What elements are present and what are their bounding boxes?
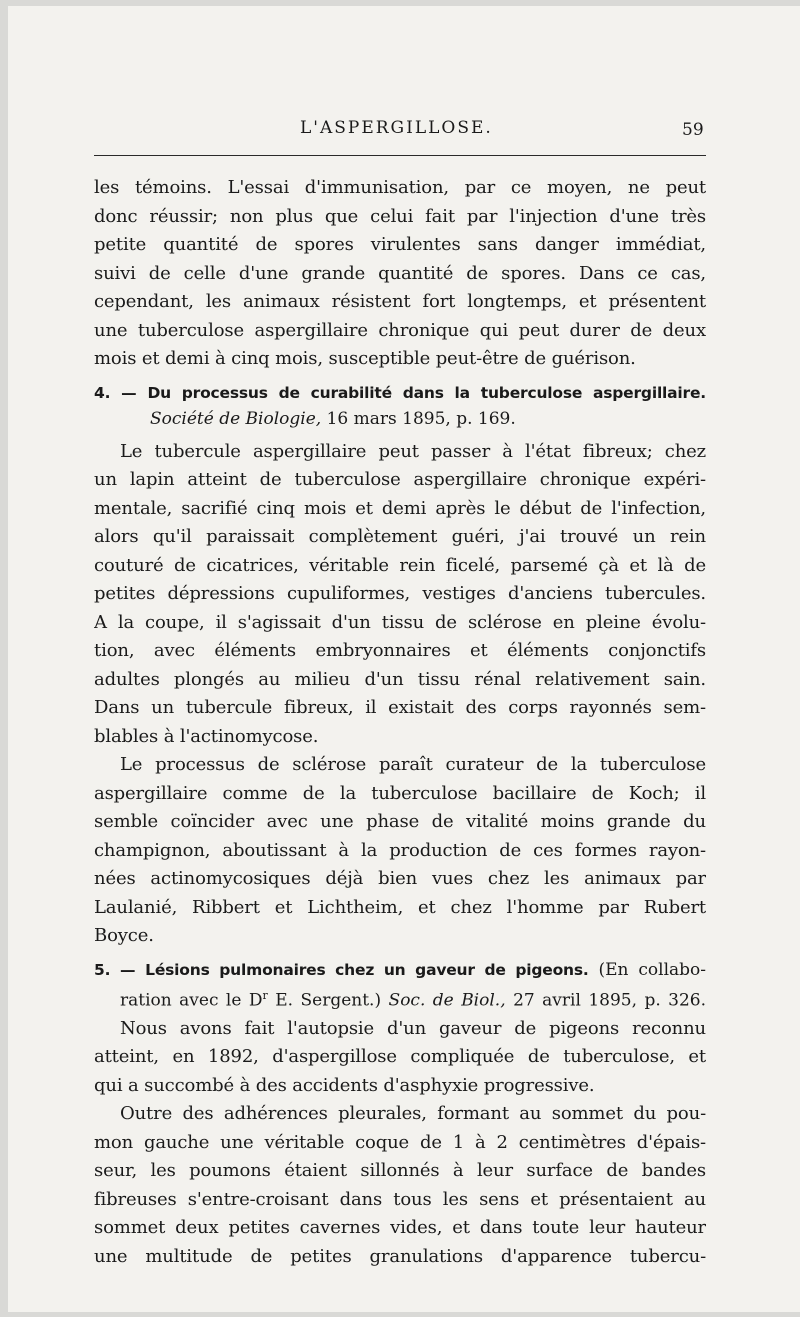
text-line: alors qu'il paraissait complètement guéri, j'ai trouvé un rein — [94, 526, 706, 547]
text-line: petites dépressions cupuliformes, vestiges d'anciens tubercules. — [94, 583, 706, 604]
running-title: L'ASPERGILLOSE. — [300, 118, 493, 138]
text-line: mon gauche une véritable coque de 1 à 2 centimètres d'épais- — [94, 1131, 706, 1153]
section-title: Lésions pulmonaires chez un gaveur de pigeons. — [145, 960, 589, 979]
reference-details: 16 mars 1895, p. 169. — [326, 408, 516, 429]
text-line: semble coïncider avec une phase de vitalité moins grande du — [94, 811, 706, 832]
text-line: Laulanié, Ribbert et Lichtheim, et chez l'homme par Rubert — [94, 896, 706, 918]
text-line: les témoins. L'essai d'immunisation, par ce moyen, ne peut — [94, 177, 706, 198]
text-line: une tuberculose aspergillaire chronique qui peut durer de deux — [94, 319, 706, 341]
running-head — [8, 114, 800, 144]
section-4-heading — [94, 380, 706, 432]
text-line: qui a succombé à des accidents d'asphyxie progressive. — [94, 1074, 595, 1096]
section-reference — [94, 983, 706, 1009]
text-line: sommet deux petites cavernes vides, et dans toute leur hauteur — [94, 1217, 706, 1238]
text-line: suivi de celle d'une grande quantité de spores. Dans ce cas, — [94, 262, 706, 284]
reference-prefix: ration avec le D — [120, 990, 263, 1011]
text-line: donc réussir; non plus que celui fait par l'injection d'une très — [94, 205, 706, 227]
text-line: adultes plongés au milieu d'un tissu rénal relativement sain. — [94, 668, 706, 690]
text-line: nées actinomycosiques déjà bien vues chez les animaux par — [94, 868, 706, 889]
section-number: 4. — — [94, 383, 137, 402]
text-line: mois et demi à cinq mois, susceptible peut-être de guérison. — [94, 348, 636, 369]
section-heading-line — [94, 957, 706, 983]
text-line: une multitude de petites granulations d'apparence tubercu- — [94, 1245, 706, 1267]
reference-superscript: r — [262, 988, 268, 1002]
header-rule — [94, 155, 706, 156]
section-5-paragraph — [94, 1015, 706, 1101]
text-line: aspergillaire comme de la tuberculose bacillaire de Koch; il — [94, 782, 706, 804]
text-line: atteint, en 1892, d'aspergillose compliquée de tuberculose, et — [94, 1046, 706, 1067]
text-line: Nous avons fait l'autopsie d'un gaveur de pigeons reconnu — [120, 1017, 706, 1039]
text-line: fibreuses s'entre-croisant dans tous les sens et présentaient au — [94, 1188, 706, 1210]
text-line: Boyce. — [94, 925, 154, 946]
section-4-paragraph — [94, 438, 706, 752]
section-title-tail: (En collabo- — [598, 959, 707, 980]
text-line: un lapin atteint de tuberculose aspergillaire chronique expéri- — [94, 469, 706, 490]
text-line: petite quantité de spores virulentes sans danger immédiat, — [94, 234, 706, 255]
page-body — [94, 174, 706, 1271]
text-line: Le processus de sclérose paraît curateur de la tuberculose — [120, 754, 706, 775]
paragraph-continuation — [94, 174, 706, 374]
section-number: 5. — — [94, 960, 136, 979]
text-line: seur, les poumons étaient sillonnés à leur surface de bandes — [94, 1160, 706, 1181]
text-line: tion, avec éléments embryonnaires et éléments conjonctifs — [94, 640, 706, 661]
book-page — [8, 6, 800, 1312]
text-line: couturé de cicatrices, véritable rein ficelé, parsemé çà et là de — [94, 554, 706, 576]
text-line: mentale, sacrifié cinq mois et demi après le début de l'infection, — [94, 497, 706, 519]
page-number: 59 — [682, 120, 704, 140]
section-title: Du processus de curabilité dans la tuberculose aspergillaire. — [147, 383, 706, 402]
section-heading-line — [94, 380, 706, 406]
text-line: champignon, aboutissant à la production de ces formes rayon- — [94, 839, 706, 861]
text-line: A la coupe, il s'agissait d'un tissu de sclérose en pleine évolu- — [94, 611, 706, 633]
section-4-paragraph — [94, 751, 706, 951]
text-line: cependant, les animaux résistent fort longtemps, et présentent — [94, 291, 706, 312]
text-line: Dans un tubercule fibreux, il existait des corps rayonnés sem- — [94, 697, 706, 718]
reference-journal: Société de Biologie, — [150, 408, 322, 429]
reference-details: 27 avril 1895, p. 326. — [513, 990, 707, 1011]
reference-author: E. Sergent.) — [275, 990, 382, 1011]
text-line: blables à l'actinomycose. — [94, 725, 319, 747]
reference-journal: Soc. de Biol., — [388, 990, 506, 1011]
section-5-heading — [94, 957, 706, 1009]
text-line: Le tubercule aspergillaire peut passer à l'état fibreux; chez — [120, 440, 706, 462]
text-line: Outre des adhérences pleurales, formant au sommet du pou- — [120, 1103, 706, 1124]
section-reference — [94, 406, 706, 432]
section-5-paragraph — [94, 1100, 706, 1271]
